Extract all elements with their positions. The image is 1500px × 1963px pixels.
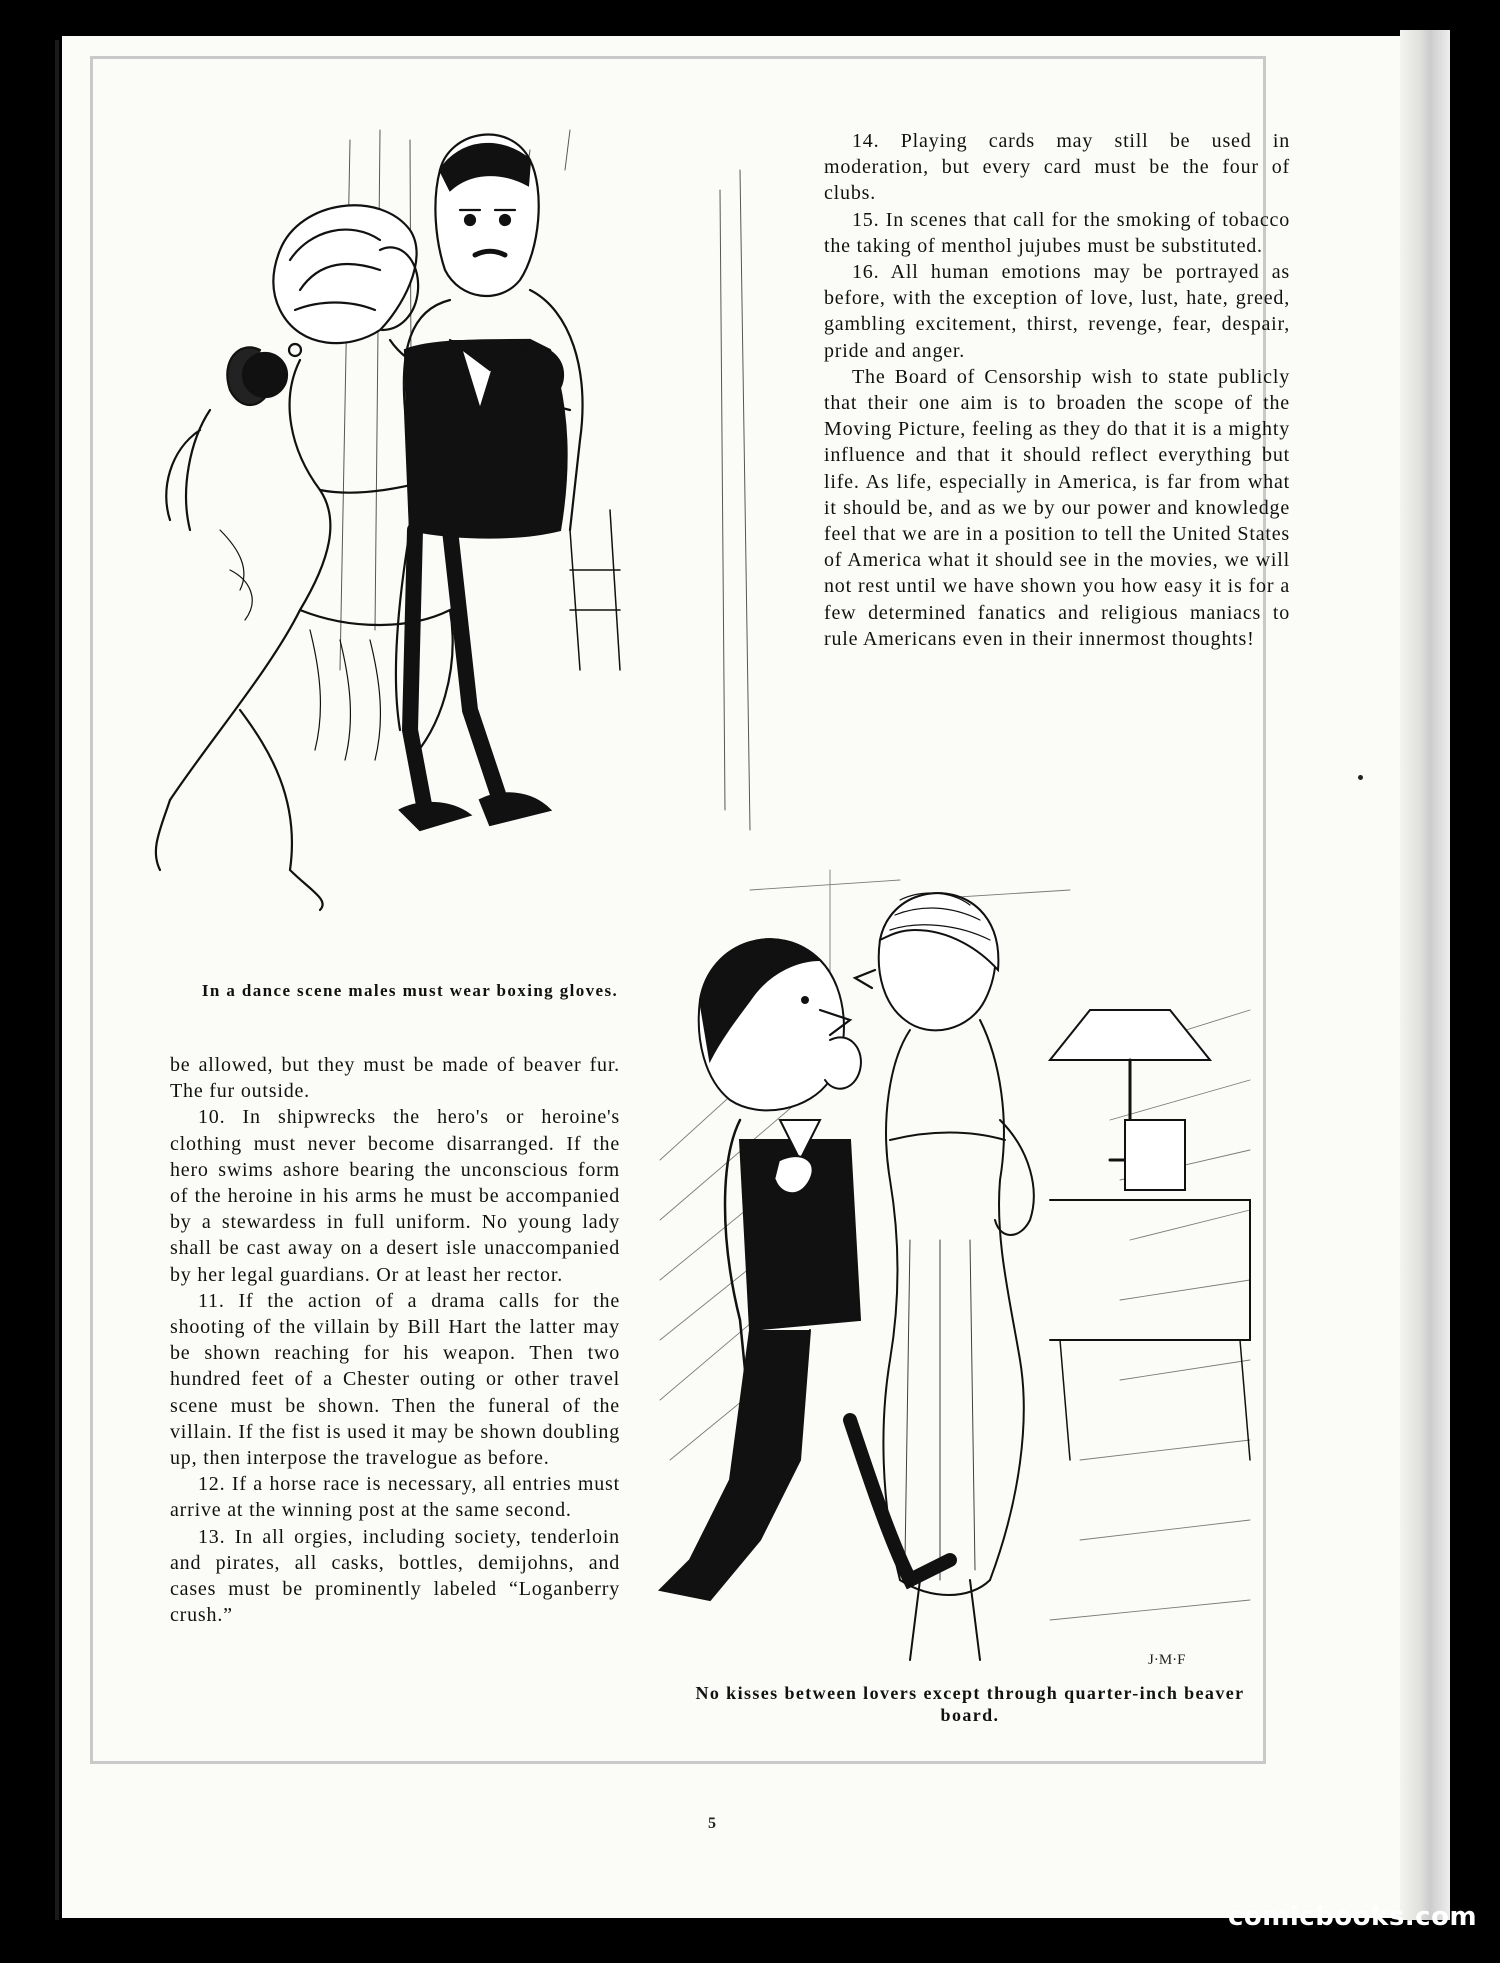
continued-paragraph: be allowed, but they must be made of beaver fur. The fur outside. [170, 1054, 620, 1103]
dance-caption: In a dance scene males must wear boxing gloves. [201, 981, 619, 1000]
rule-10: 10. In shipwrecks the hero's or heroine's clothing must never become disarranged. If the hero swims ashore bearing the unconscious form of the heroine in his arms he must be accompanied by a stewardess in full uniform. No young lady shall be cast away on a desert isle unaccompanied by her legal guardians. Or at least her rector. [170, 1106, 620, 1286]
artist-signature: J·M·F [1148, 1652, 1186, 1668]
page-number: 5 [708, 1815, 716, 1832]
left-column [170, 1052, 620, 1628]
rule-12: 12. If a horse race is necessary, all entries must arrive at the winning post at the same second. [170, 1473, 620, 1522]
ink-dot [1358, 775, 1363, 780]
binding-edge [55, 40, 59, 1920]
kiss-caption: No kisses between lovers except through quarter-inch beaver board. [695, 1683, 1245, 1725]
page-edge [1400, 30, 1450, 1920]
board-statement: The Board of Censorship wish to state publicly that their one aim is to broaden the scope of the Moving Picture, feeling as they do that it is a mighty influence and that it should reflect everything but life. As life, especially in America, is far from what it should be, and as we by our power and knowledge feel that we are in a position to tell the United States of America what it should see in the movies, we will not rest until we have shown you how easy it is for a few determined fanatics and religious maniacs to rule Americans even in their innermost thoughts! [824, 365, 1290, 650]
rule-15: 15. In scenes that call for the smoking of tobacco the taking of menthol jujubes must be substituted. [824, 208, 1290, 257]
rule-16: 16. All human emotions may be portrayed as before, with the exception of love, lust, hate, greed, gambling excitement, thirst, revenge, fear, despair, pride and anger. [824, 261, 1290, 362]
dance-illustration-drawing [150, 110, 770, 980]
rule-13: 13. In all orgies, including society, tenderloin and pirates, all casks, bottles, demijohns, and cases must be prominently labeled “Loganberry crush.” [170, 1525, 620, 1627]
dance-illustration [150, 110, 770, 980]
rule-14: 14. Playing cards may still be used in moderation, but every card must be the four of clubs. [824, 130, 1290, 205]
kiss-illustration-drawing [650, 860, 1260, 1710]
site-watermark: comicbooks.com [1228, 1902, 1478, 1932]
kiss-illustration [650, 860, 1260, 1710]
rule-11: 11. If the action of a drama calls for the shooting of the villain by Bill Hart the latter may be shown reaching for his weapon. Then two hundred feet of a Chester outing or other travel scene must be shown. Then the funeral of the villain. If the fist is used it may be shown doubling up, then interpose the travelogue as before. [170, 1289, 620, 1470]
right-column [824, 128, 1290, 652]
